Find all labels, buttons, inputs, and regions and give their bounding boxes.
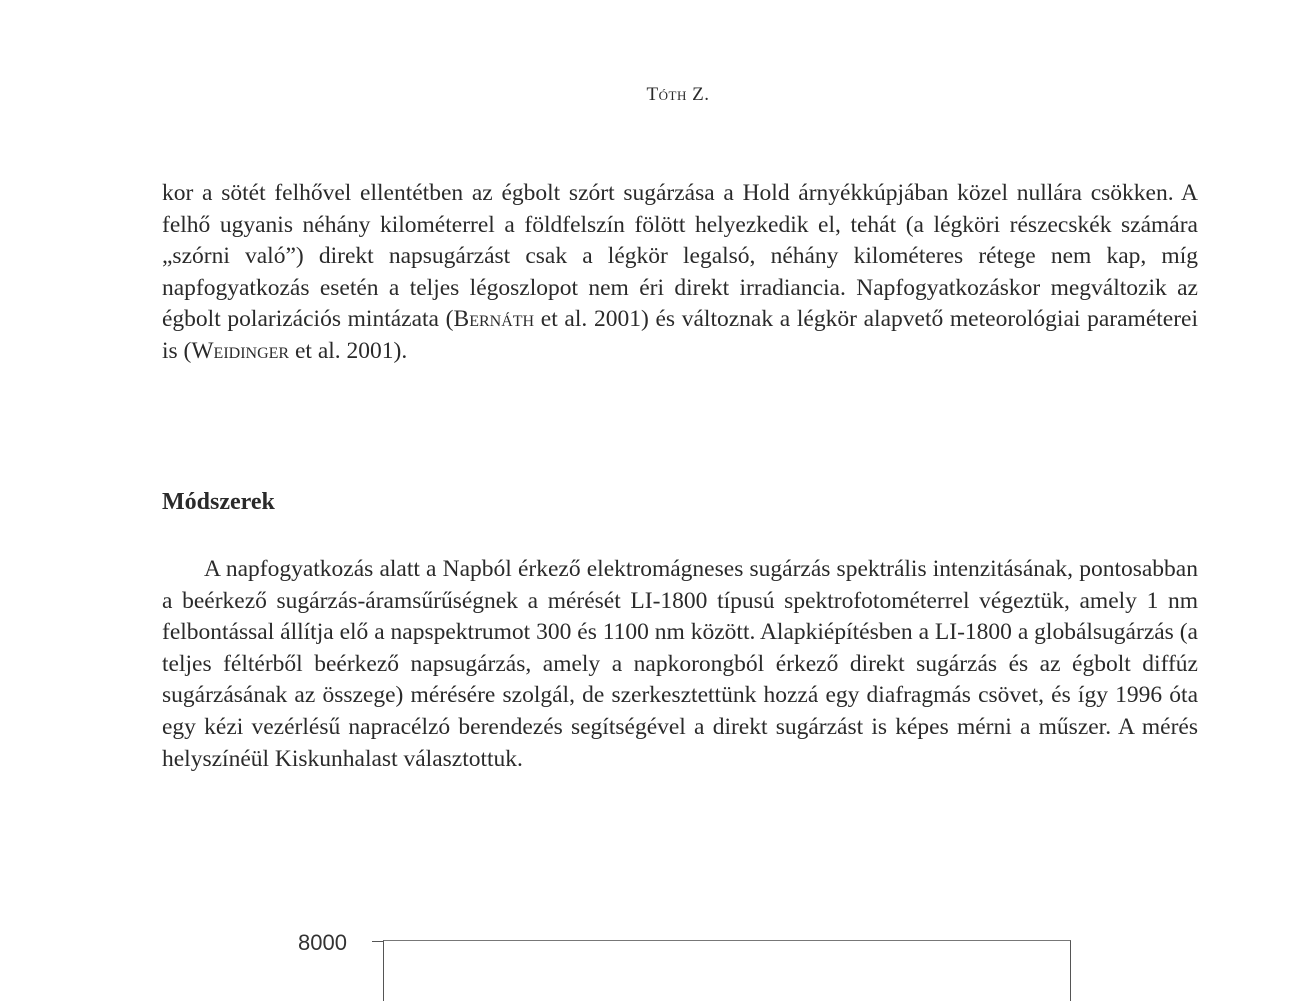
paragraph-methods: A napfogyatkozás alatt a Napból érkező elektromágneses sugárzás spektrális intenzitásának, pontosabban a beérkező sugárzás-áramsűrűségnek a mérését LI-1800 típusú spektrofotométerrel végeztük, amely 1 nm felbontással állítja elő a napspektrumot 300 és 1100 nm között. Alapkiépítésben a LI-1800 a globálsugárzás (a teljes féltérből beérkező napsugárzás, amely a napkorongból érkező direkt sugárzás és az égbolt diffúz sugárzásának az összege) mérésére szolgál, de szerkesztettünk hozzá egy diafragmás csövet, és így 1996 óta egy kézi vezérlésű napracélzó berendezés segítségével a direkt sugárzást is képes mérni a műszer. A mérés helyszínéül Kiskunhalast választottuk.	[162, 556, 1198, 772]
y-axis-tick-mark	[372, 941, 383, 942]
author-citation-weidinger: Weidinger	[191, 337, 290, 364]
paragraph-text-c: et al. 2001).	[289, 337, 408, 364]
y-axis-tick-label: 8000	[298, 930, 347, 955]
paragraph-intro-continuation	[162, 178, 1198, 368]
figure-chart-partial	[0, 920, 1296, 972]
paragraph-text-a: kor a sötét felhővel ellentétben az égbolt szórt sugárzása a Hold árnyékkúpjában közel nullára csökken. A felhő ugyanis néhány kilométerrel a földfelszín fölött helyezkedik el, tehát (a légköri részecskék számára „szórni való”) direkt napsugárzást csak a légkör legalsó, néhány kilométeres rétege nem kap, míg napfogyatkozás esetén a teljes légoszlopot nem éri direkt irradiancia. Napfogyatkozáskor megváltozik az égbolt polarizációs mintázata (	[162, 180, 1198, 333]
paragraph-text-b: et al. 2001) és változnak a légkör alapvető meteorológiai paraméterei is (	[162, 306, 1199, 364]
chart-plot-frame	[383, 940, 1071, 1001]
author-citation-bernath: Bernáth	[453, 306, 535, 333]
section-heading-methods: Módszerek	[162, 489, 275, 515]
running-head: Tóth Z.	[646, 84, 710, 105]
